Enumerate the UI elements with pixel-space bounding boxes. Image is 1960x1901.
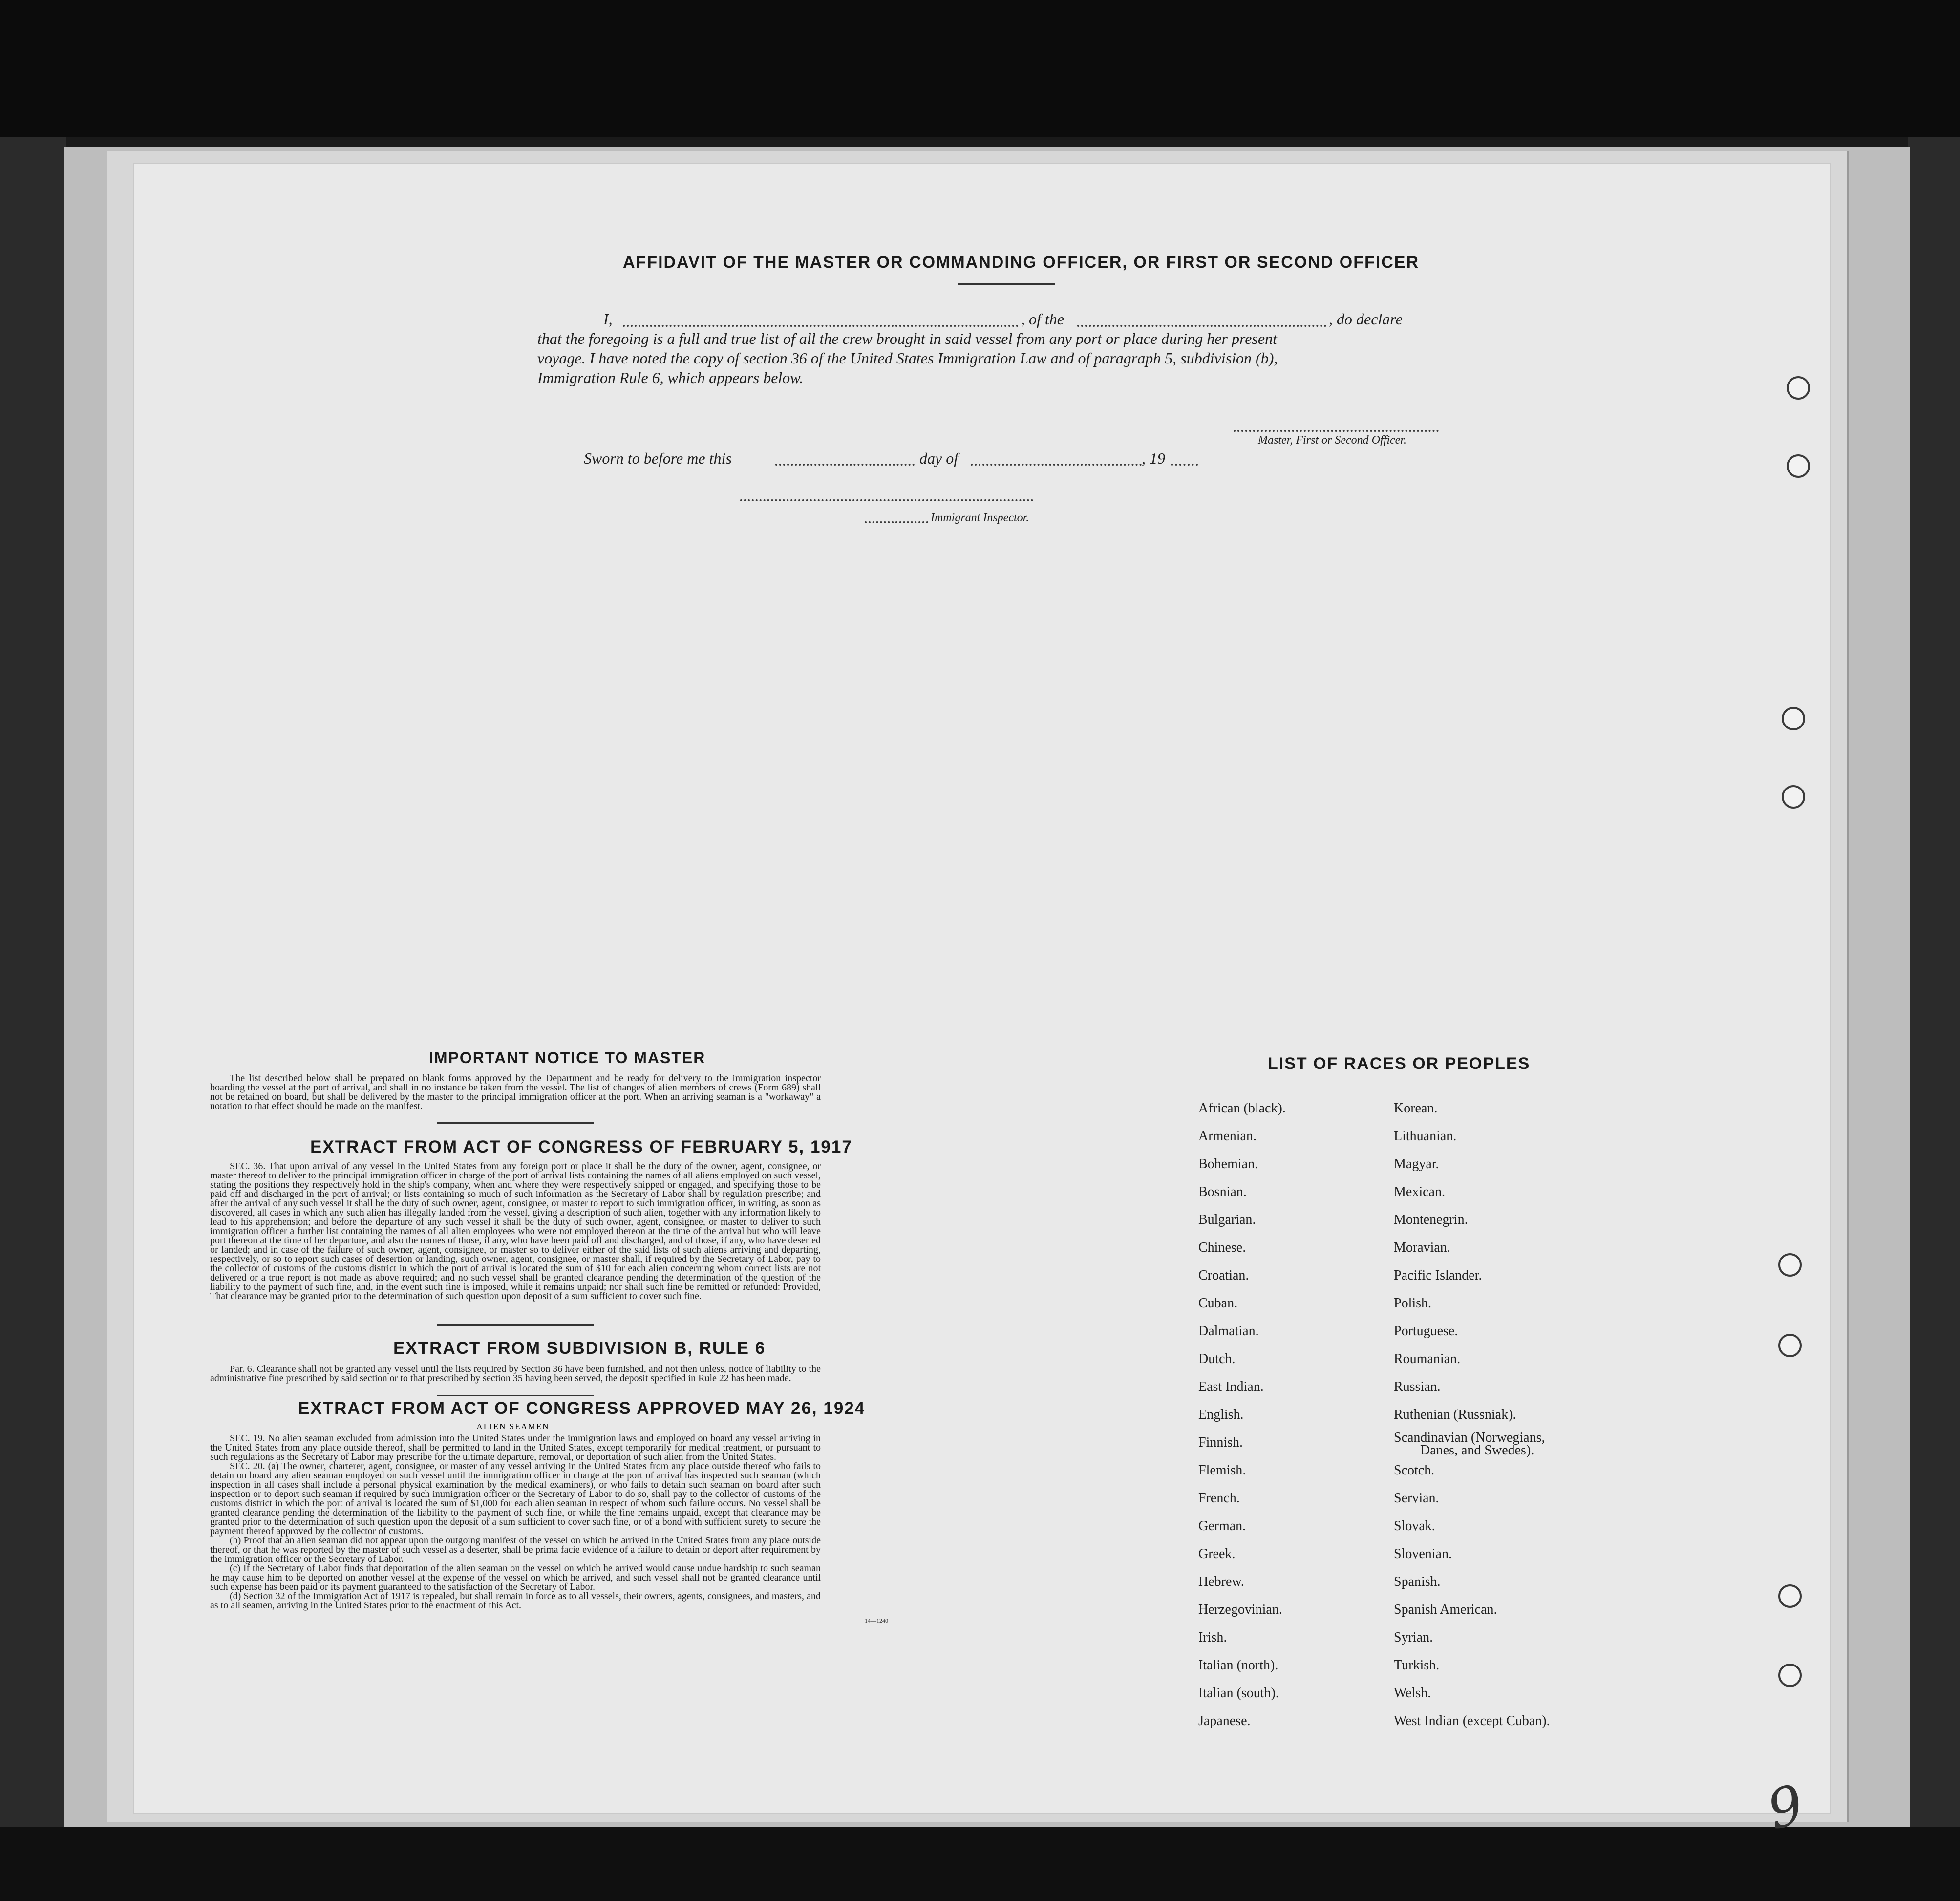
race-left: Chinese. [1198,1240,1246,1255]
race-right: Welsh. [1394,1686,1431,1701]
sworn-month-blank [971,464,1142,466]
extract-rule6-paragraph: Par. 6. Clearance shall not be granted any vessel until the lists required by Section 36 have been furnished, and not then unless, notice of liability to the administrative fine prescribed by said section or to that prescribed by section 35 having been served, the deposit specified in Rule 22 has been made. [210,1364,821,1384]
race-right: Spanish American. [1394,1602,1497,1617]
extract-1924-text [210,1434,821,1610]
film-strip-top [0,0,1960,137]
extract-1924-sec20b: (b) Proof that an alien seaman did not appear upon the outgoing manifest of the vessel on which he arrived in the United States from any place outside thereof, or that he was reported by the master of such vessel as a deserter, shall be prima facie evidence of a failure to detain or deport after requirement by the immigration officer or the Secretary of Labor. [210,1535,821,1564]
name-blank [623,325,1019,327]
extract-1917-text [210,1162,821,1301]
race-right: Portuguese. [1394,1324,1458,1339]
affidavit-title: AFFIDAVIT OF THE MASTER OR COMMANDING OFFICER, OR FIRST OR SECOND OFFICER [623,253,1419,272]
punch-hole-icon [1787,454,1810,478]
inspector-line-1 [740,499,1033,501]
punch-hole-icon [1787,376,1810,400]
extract-1924-sec20c: (c) If the Secretary of Labor finds that deportation of the alien seaman on the vessel on which he arrived would cause undue hardship to such seaman he may cause him to be deported on another vessel at the expense of the vessel on which he arrived, and such vessel shall not be granted clearance until such expense has been paid or its payment guaranteed to the satisfaction of the Secretary of Labor. [210,1563,821,1592]
race-left: Dalmatian. [1198,1324,1259,1339]
race-left: Irish. [1198,1630,1227,1645]
master-signature-line [1234,430,1439,432]
affidavit-declare: , do declare [1329,310,1403,328]
affidavit-body-2: that the foregoing is a full and true list of all the crew brought in said vessel from any port or place during her present [537,330,1277,347]
extract-1924-title: EXTRACT FROM ACT OF CONGRESS APPROVED MAY 26, 1924 [298,1399,866,1418]
race-right: Scandinavian (Norwegians, [1394,1430,1545,1445]
affidavit-of-the: , of the [1021,310,1064,328]
race-right: Montenegrin. [1394,1212,1468,1227]
extract-1917-paragraph: SEC. 36. That upon arrival of any vessel in the United States from any foreign port or place it shall be the duty of the owner, agent, consignee, or master thereof to deliver to the principal immigration officer in charge of the port of arrival lists containing the names of all aliens employed on such vessel, stating the positions they respectively hold in the ship's company, when and where they were respectively shipped or engaged, and specifying those to be paid off and discharged in the port of arrival; or lists containing so much of such information as the Secretary of Labor shall by regulation prescribe; and after the arrival of any such vessel it shall be the duty of such owner, agent, consignee, or master to report to such immigration officer, in writing, as soon as discovered, all cases in which any such alien has illegally landed from the vessel, giving a description of such alien, together with any information likely to lead to his apprehension; and before the departure of any such vessel it shall be the duty of such owner, agent, consignee, or master to deliver to such immigration officer a further list containing the names of all alien employees who were not employed thereon at the time of the arrival but who will leave port thereon at the time of her departure, and also the names of those, if any, who have been paid off and discharged, and of those, if any, who have deserted or landed; and in case of the failure of such owner, agent, consignee, or master so to deliver either of the said lists of such aliens arriving and departing, respectively, or so to report such cases of desertion or landing, such owner, agent, consignee, or master shall, if required by the Secretary of Labor, pay to the collector of customs of the customs district in which the port of arrival is located the sum of $10 for each alien concerning whom correct lists are not delivered or a true report is not made as above required; and no such vessel shall be granted clearance pending the determination of the question of the liability to the payment of such fine, and, in the event such fine is imposed, while it remains unpaid; nor shall such fine be remitted or refunded: Provided, That clearance may be granted prior to the determination of such question upon deposit of a sum sufficient to cover such fine. [210,1161,821,1302]
notice-rule [437,1122,594,1124]
race-left: Herzegovinian. [1198,1602,1282,1617]
race-right: Magyar. [1394,1156,1439,1172]
race-left: Hebrew. [1198,1574,1244,1589]
races-title: LIST OF RACES OR PEOPLES [1268,1054,1531,1073]
race-right: Lithuanian. [1394,1129,1457,1144]
race-right: Scotch. [1394,1463,1435,1478]
document-page [134,164,1830,1842]
race-right: Syrian. [1394,1630,1433,1645]
sworn-text: Sworn to before me this [584,449,732,467]
race-right: Ruthenian (Russniak). [1394,1407,1516,1422]
race-right: Pacific Islander. [1394,1268,1482,1283]
sworn-day-of: day of [919,449,959,467]
race-left: English. [1198,1407,1244,1422]
extract-1924-sec20d: (d) Section 32 of the Immigration Act of 1917 is repealed, but shall remain in force as to all vessels, their owners, agents, consignees, and masters, and as to all seamen, arriving in the United States prior to the enactment of this Act. [210,1591,821,1611]
race-right: Mexican. [1394,1184,1445,1199]
affidavit-body-3: voyage. I have noted the copy of section 36 of the United States Immigration Law and of paragraph 5, subdivision (b), [537,349,1278,367]
sworn-year-blank [1171,464,1198,466]
race-left: Armenian. [1198,1129,1257,1144]
handwritten-page-number: 9 [1761,1773,1811,1842]
punch-hole-icon [1778,1664,1802,1687]
race-left: Croatian. [1198,1268,1249,1283]
race-left: Bosnian. [1198,1184,1247,1199]
race-right: Slovak. [1394,1518,1435,1534]
punch-hole-icon [1778,1253,1802,1277]
extract-1924-subtitle: ALIEN SEAMEN [476,1422,550,1431]
race-left: East Indian. [1198,1379,1264,1394]
race-left: Bohemian. [1198,1156,1258,1172]
race-right: Servian. [1394,1491,1439,1506]
sworn-year: , 19 [1142,449,1165,467]
punch-hole-icon [1778,1584,1802,1608]
punch-hole-icon [1778,1334,1802,1357]
punch-hole-icon [1782,785,1805,809]
race-right: Russian. [1394,1379,1441,1394]
race-right: Spanish. [1394,1574,1441,1589]
race-right: Polish. [1394,1296,1432,1311]
master-signature-label: Master, First or Second Officer. [1258,434,1406,447]
race-left: Bulgarian. [1198,1212,1256,1227]
film-edge-right [1908,137,1960,1901]
film-strip-bottom [0,1827,1960,1901]
race-left: Italian (north). [1198,1658,1278,1673]
race-right: West Indian (except Cuban). [1394,1713,1550,1729]
form-number: 14—1240 [865,1617,888,1624]
extract-1917-title: EXTRACT FROM ACT OF CONGRESS OF FEBRUARY 5, 1917 [310,1137,852,1156]
extract-rule6-rule [437,1395,594,1396]
notice-paragraph: The list described below shall be prepared on blank forms approved by the Department and be ready for delivery to the immigration inspector boarding the vessel at the port of arrival, and shall in no instance be taken from the vessel. The list of changes of alien members of crews (Form 689) shall not be retained on board, but shall be delivered by the master to the principal immigration officer at the port. When an arriving seaman is a "workaway" a notation to that effect should be made on the manifest. [210,1073,821,1111]
race-left: Italian (south). [1198,1686,1279,1701]
affidavit-body-4: Immigration Rule 6, which appears below. [537,369,804,386]
extract-1924-sec20a: SEC. 20. (a) The owner, charterer, agent, consignee, or master of any vessel arriving in the United States from any place outside thereof who fails to detain on board any alien seaman employed on such vessel until the immigration officer in charge at the port of arrival has inspected such seaman (which inspection in all cases shall include a personal physical examination by the medical examiners), or who fails to detain such seaman on board after such inspection or to deport such seaman if required by such immigration officer or the Secretary of Labor to do so, shall pay to the collector of customs of the customs district in which the port of arrival is located the sum of $1,000 for each alien seaman in respect of whom such failure occurs. No vessel shall be granted clearance pending the determination of the liability to the payment of such fine, or while the fine remains unpaid, except that clearance may be granted prior to the determination of such question upon the deposit of a sum sufficient to cover such fine, or of a bond with sufficient surety to secure the payment thereof approved by the collector of customs. [210,1461,821,1537]
film-edge-left [0,137,66,1901]
race-left: Greek. [1198,1546,1236,1561]
sworn-day-blank [775,464,915,466]
extract-1924-sec19: SEC. 19. No alien seaman excluded from admission into the United States under the immigration laws and employed on board any vessel arriving in the United States from any place outside thereof, shall be permitted to land in the United States, except temporarily for medical treatment, or pursuant to such regulations as the Secretary of Labor may prescribe for the ultimate departure, removal, or deportation of such alien from the United States. [210,1433,821,1462]
race-right: Moravian. [1394,1240,1450,1255]
punch-hole-icon [1782,707,1805,730]
extract-1917-rule [437,1324,594,1326]
race-left: Cuban. [1198,1296,1238,1311]
vessel-blank [1077,325,1326,327]
race-right: Slovenian. [1394,1546,1452,1561]
race-left: Japanese. [1198,1713,1251,1729]
title-rule [958,283,1055,285]
race-left: French. [1198,1491,1240,1506]
extract-rule6-text [210,1365,821,1383]
race-left: Flemish. [1198,1463,1246,1478]
race-left: Dutch. [1198,1351,1236,1367]
extract-rule6-title: EXTRACT FROM SUBDIVISION B, RULE 6 [393,1339,766,1358]
race-left: German. [1198,1518,1246,1534]
notice-text [210,1074,821,1111]
race-right: Korean. [1394,1101,1438,1116]
race-right: Turkish. [1394,1658,1440,1673]
race-right: Roumanian. [1394,1351,1461,1367]
race-right-continuation: Danes, and Swedes). [1420,1443,1534,1458]
affidavit-i: I, [603,310,613,328]
race-left: Finnish. [1198,1435,1243,1450]
race-left: African (black). [1198,1101,1286,1116]
notice-title: IMPORTANT NOTICE TO MASTER [429,1049,706,1067]
inspector-line-2 [865,521,928,523]
inspector-label: Immigrant Inspector. [931,512,1029,524]
